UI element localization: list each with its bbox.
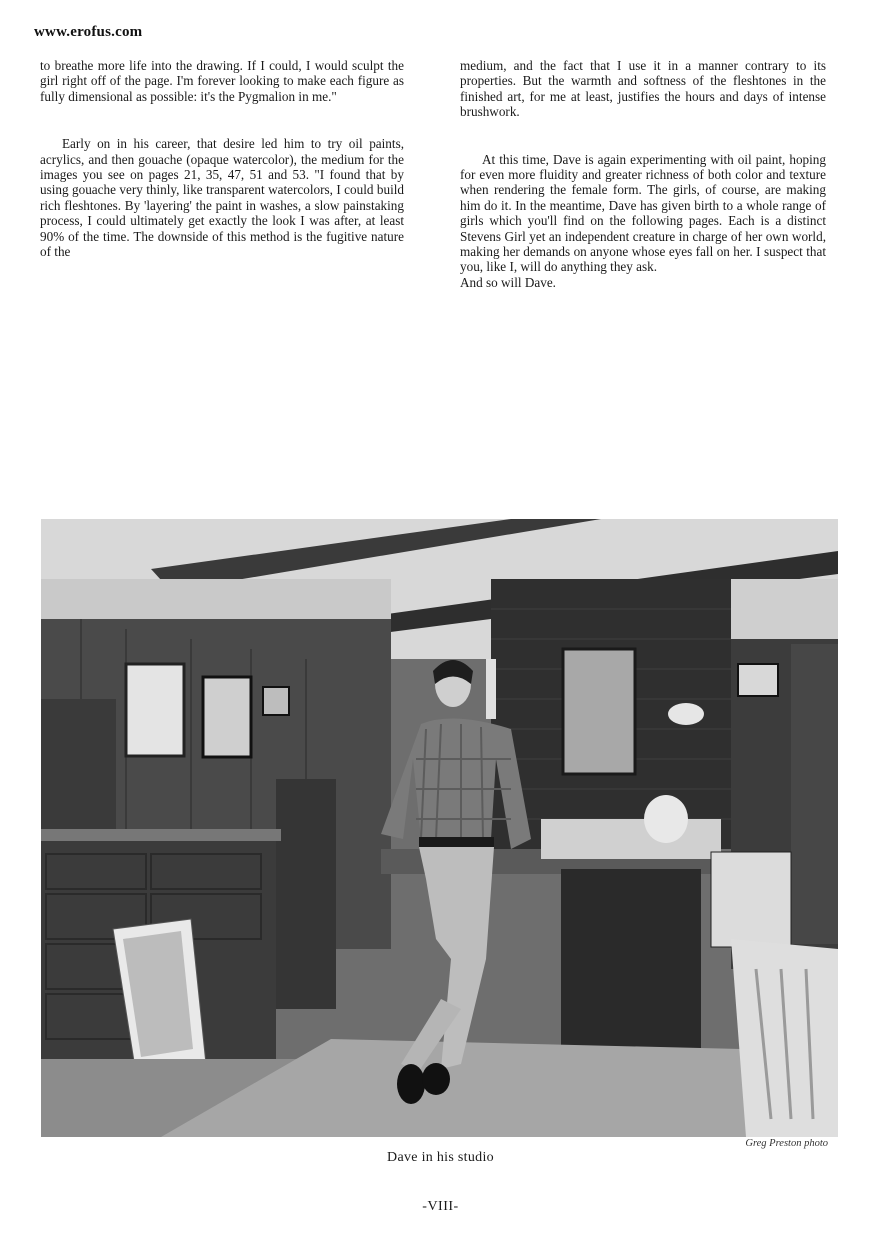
photo-caption: Dave in his studio [387, 1150, 494, 1165]
studio-photo-illustration [41, 519, 838, 1137]
right-text-column [460, 58, 826, 290]
page-number: -VIII- [422, 1199, 459, 1214]
left-text-column [40, 58, 404, 291]
watermark: www.erofus.com [34, 24, 143, 40]
paragraph: to breathe more life into the drawing. If I could, I would sculpt the girl right off of the page. I'm forever looking to make each figure as fully dimensional as possible: it's the Pygmalion in me." [40, 58, 404, 104]
photo-credit: Greg Preston photo [745, 1138, 828, 1149]
paragraph: At this time, Dave is again experimenting with oil paint, hoping for even more fluidity and greater richness of both color and texture when rendering the female form. The girls, of course, are making him do it. In the meantime, Dave has given birth to a whole range of girls which you'll find on the following pages. Each is a distinct Stevens Girl yet an independent creature in charge of her own world, making her demands on anyone whose eyes fall on her. I suspect that you, like I, will do anything they ask. [460, 151, 826, 275]
paragraph: Early on in his career, that desire led him to try oil paints, acrylics, and then gouache (opaque watercolor), the medium for the images you see on pages 21, 35, 47, 51 and 53. "I found that by using gouache very thinly, like transparent watercolors, I could build rich fleshtones. By 'layering' the paint in washes, a slow painstaking process, I could ultimately get exactly the look I was after, at least 90% of the time. The downside of this method is the fugitive nature of the [40, 136, 404, 260]
paragraph: medium, and the fact that I use it in a manner contrary to its properties. But the warmth and softness of the fleshtones in the finished art, for me at least, justifies the hours and days of intense brushwork. [460, 58, 826, 120]
closing-line: And so will Dave. [460, 274, 556, 290]
studio-photo [41, 519, 838, 1137]
